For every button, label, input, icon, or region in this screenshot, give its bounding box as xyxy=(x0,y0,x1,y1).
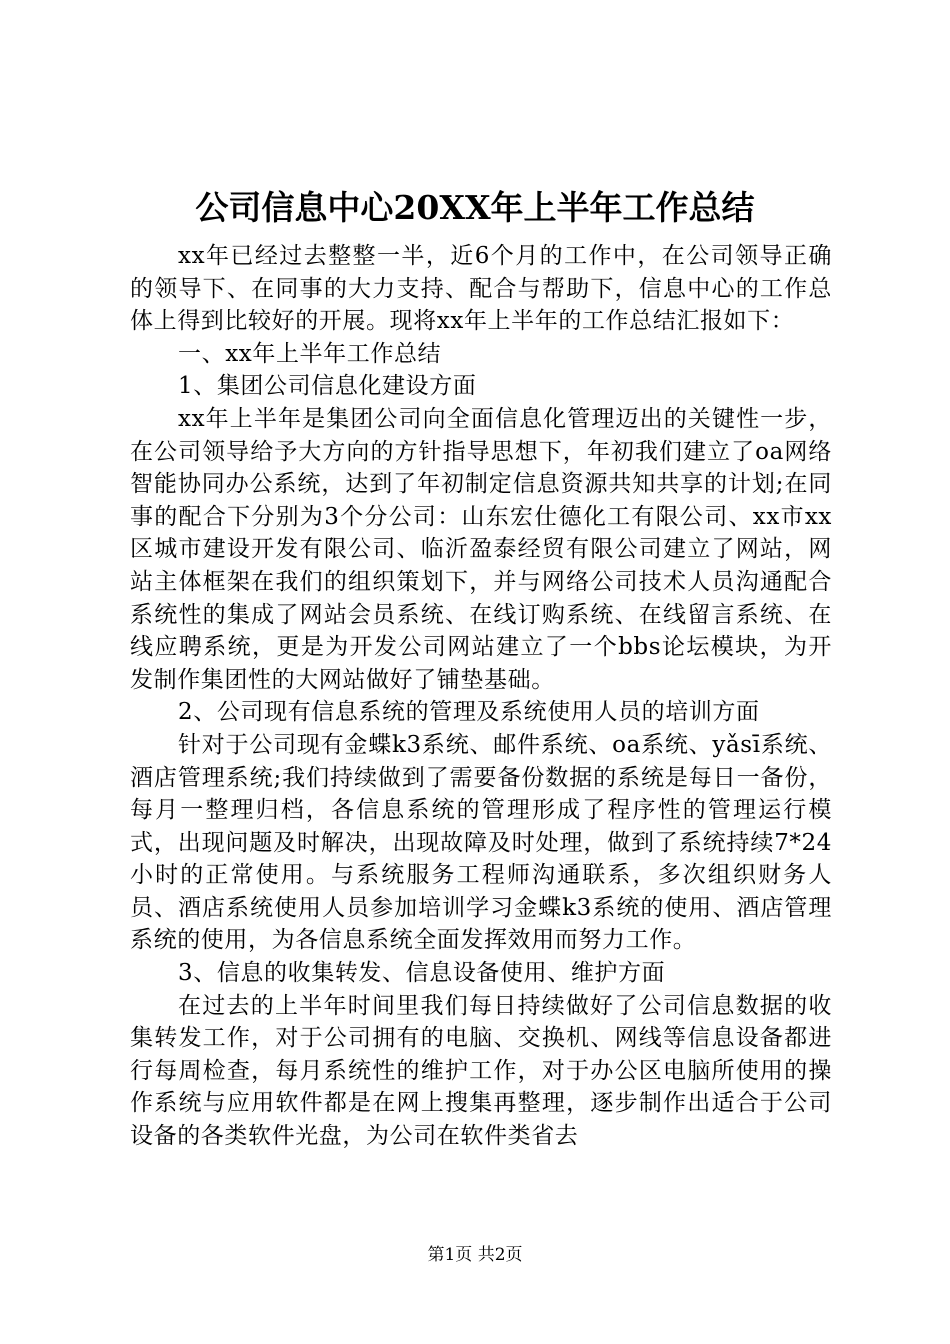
subsection-heading-2: 2、公司现有信息系统的管理及系统使用人员的培训方面 xyxy=(178,699,760,726)
paragraph-informatization: xx年上半年是集团公司向全面信息化管理迈出的关键性一步，在公司领导给予大方向的方针指导思想下，年初我们建立了oa网络智能协同办公系统，达到了年初制定信息资源共知共享的计划;在同事的配合下分别为3个分公司：山东宏仕德化工有限公司、xx市xx区城市建设开发有限公司、临沂盈泰经贸有限公司建立了网站，网站主体框架在我们的组织策划下，并与网络公司技术人员沟通配合系统性的集成了网站会员系统、在线订购系统、在线留言系统、在线应聘系统，更是为开发公司网站建立了一个bbs论坛模块，为开发制作集团性的大网站做好了铺垫基础。 xyxy=(130,405,832,693)
document-title: 公司信息中心20XX年上半年工作总结 xyxy=(195,188,755,227)
paragraph-equipment-maintenance: 在过去的上半年时间里我们每日持续做好了公司信息数据的收集转发工作，对于公司拥有的电脑、交换机、网线等信息设备都进行每周检查，每月系统性的维护工作，对于办公区电脑所使用的操作系统与应用软件都是在网上搜集再整理，逐步制作出适合于公司设备的各类软件光盘，为公司在软件类省去 xyxy=(130,992,832,1150)
paragraph-systems-management: 针对于公司现有金蝶k3系统、邮件系统、oa系统、yǎsī系统、酒店管理系统;我们持续做到了需要备份数据的系统是每日一备份，每月一整理归档，各信息系统的管理形成了程序性的管理运行模式，出现问题及时解决，出现故障及时处理，做到了系统持续7*24小时的正常使用。与系统服务工程师沟通联系，多次组织财务人员、酒店系统使用人员参加培训学习金蝶k3系统的使用、酒店管理系统的使用，为各信息系统全面发挥效用而努力工作。 xyxy=(130,731,832,954)
page-footer: 第1页 共2页 xyxy=(427,1245,523,1265)
section-heading-1: 一、xx年上半年工作总结 xyxy=(178,340,442,367)
subsection-heading-3: 3、信息的收集转发、信息设备使用、维护方面 xyxy=(178,960,666,987)
paragraph-intro: xx年已经过去整整一半，近6个月的工作中，在公司领导正确的领导下、在同事的大力支持、配合与帮助下，信息中心的工作总体上得到比较好的开展。现将xx年上半年的工作总结汇报如下： xyxy=(130,243,832,335)
document-body xyxy=(130,240,832,1153)
subsection-heading-1: 1、集团公司信息化建设方面 xyxy=(178,373,477,400)
